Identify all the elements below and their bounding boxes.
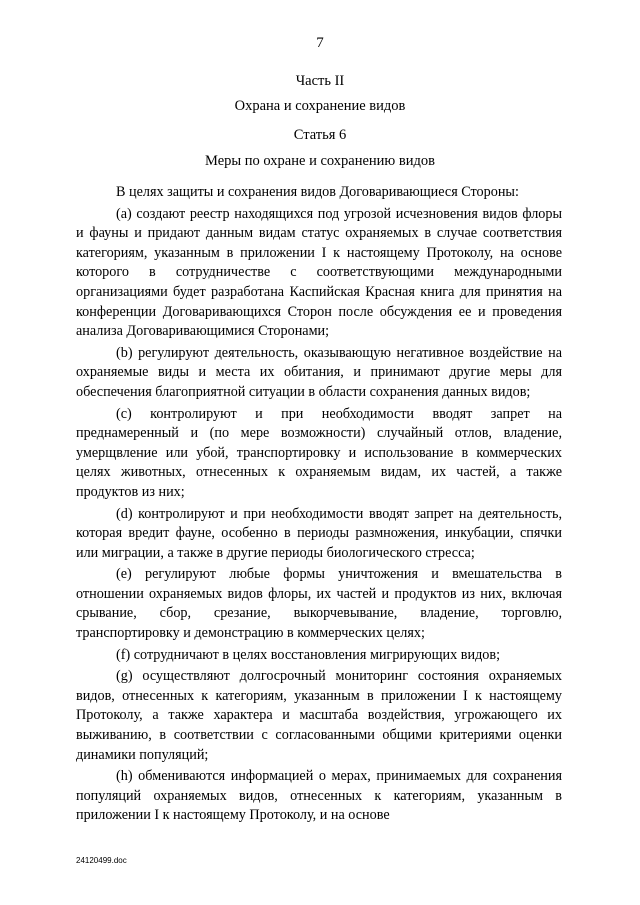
item-letter: (a) <box>116 205 132 222</box>
article-body <box>76 183 562 828</box>
item-text: создают реестр находящихся под угрозой исчезновения видов флоры и фауны и придают данным видам статус охраняемых в случае соответствия категориям, указанным в приложении I к настоящему Протоколу, на основе которого в сотрудничестве с соответствующими международными организациями будет разработана Каспийская Красная книга для принятия на конференции Договаривающихся Сторон после обсуждения ее и проведения анализа Договаривающимися Сторонами; <box>76 205 562 340</box>
item-letter: (c) <box>116 405 132 422</box>
item-letter: (d) <box>116 505 133 522</box>
list-item <box>76 646 562 666</box>
item-text: осуществляют долгосрочный мониторинг состояния охраняемых видов, отнесенных к категориям, указанным в приложении I к настоящему Протоколу, а также характера и масштаба воздействия, угрожающего их выживанию, в соответствии с согласованными общими критериями оценки динамики популяций; <box>76 668 562 763</box>
list-item <box>76 767 562 826</box>
item-letter: (g) <box>116 668 133 685</box>
item-text: контролируют и при необходимости вводят запрет на преднамеренный и (по мере возможности) случайный отлов, владение, умерщвление или убой, транспортировку и использование в коммерческих целях животных, отнесенных к охраняемым видам, их частей, а также продуктов из них; <box>76 405 562 500</box>
item-text: регулируют деятельность, оказывающую негативное воздействие на охраняемые виды и места их обитания, и принимают другие меры для обеспечения благоприятной ситуации в области сохранения данных видов; <box>76 344 562 400</box>
item-letter: (f) <box>116 646 131 663</box>
intro-paragraph <box>76 183 562 203</box>
list-item <box>76 667 562 765</box>
part-title: Охрана и сохранение видов <box>234 98 406 114</box>
article-title: Меры по охране и сохранению видов <box>205 153 435 169</box>
list-item <box>76 405 562 503</box>
intro-text: В целях защиты и сохранения видов Договаривающиеся Стороны: <box>116 184 519 200</box>
list-item <box>76 505 562 564</box>
part-label: Часть II <box>295 73 345 89</box>
item-text: сотрудничают в целях восстановления мигрирующих видов; <box>133 646 501 663</box>
item-letter: (h) <box>116 768 133 785</box>
list-item <box>76 344 562 403</box>
article-label: Статья 6 <box>293 127 347 143</box>
item-text: контролируют и при необходимости вводят запрет на деятельность, которая вредит фауне, особенно в периоды размножения, инкубации, спячки или миграции, а также в другие периоды биологического стресса; <box>76 505 562 561</box>
item-text: обмениваются информацией о мерах, принимаемых для сохранения популяций охраняемых видов, отнесенных к категориям, указанным в приложении I к настоящему Протоколу, и на основе <box>76 768 563 824</box>
footer-filename: 24120499.doc <box>76 856 127 865</box>
list-item <box>76 565 562 643</box>
page-number: 7 <box>316 35 324 51</box>
item-letter: (b) <box>116 344 133 361</box>
item-letter: (e) <box>116 566 132 583</box>
list-item <box>76 205 562 342</box>
item-text: регулируют любые формы уничтожения и вмешательства в отношении охраняемых видов флоры, их частей и продуктов из них, включая срывание, сбор, срезание, выкорчевывание, владение, торговлю, транспортировку и демонстрацию в коммерческих целях; <box>76 566 562 642</box>
